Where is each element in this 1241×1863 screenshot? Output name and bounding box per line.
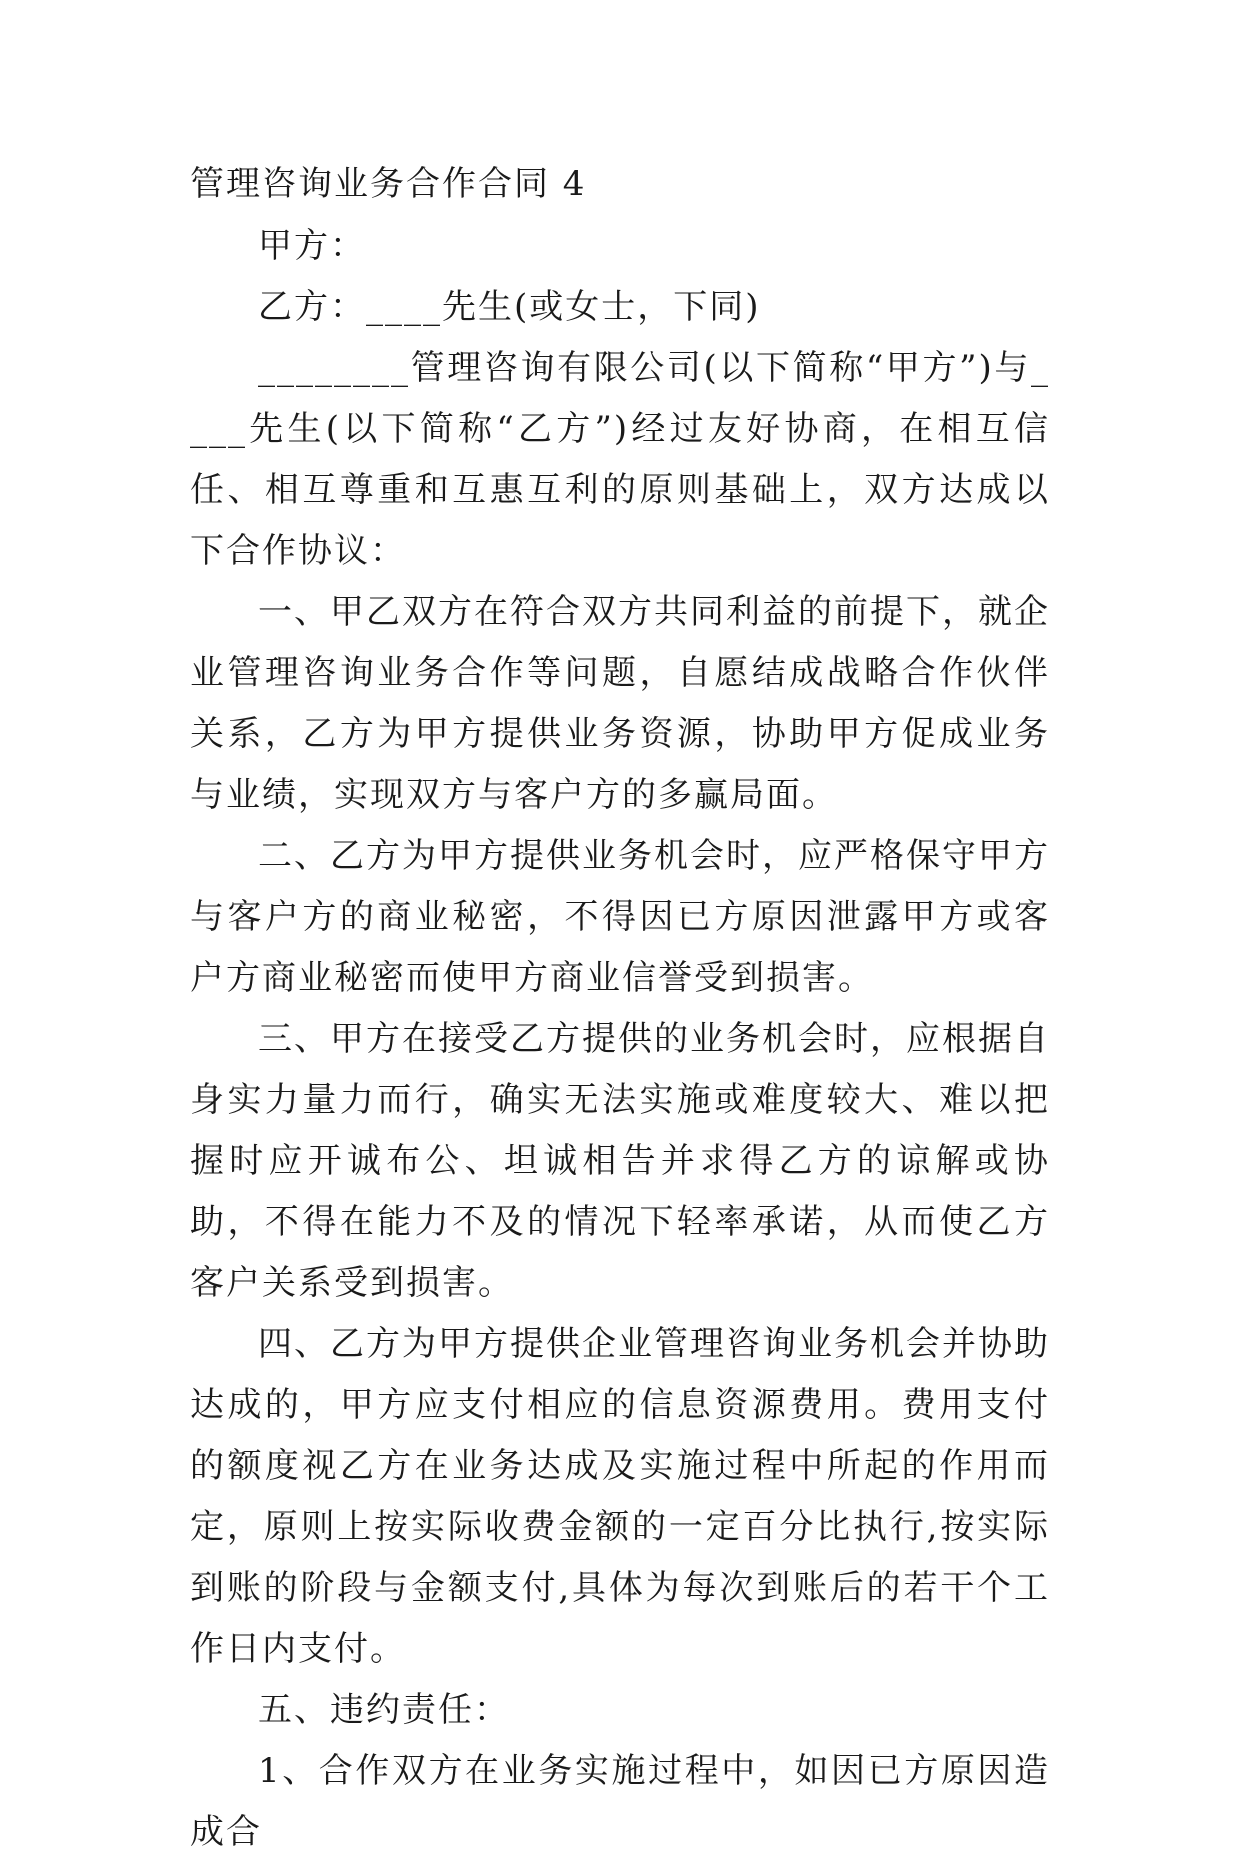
party-b-line: 乙方：____先生(或女士，下同) [258, 287, 761, 327]
clause-3-paragraph: 三、甲方在接受乙方提供的业务机会时，应根据自身实力量力而行，确实无法实施或难度较大、难以把握时应开诚布公、坦诚相告并求得乙方的谅解或协助，不得在能力不及的情况下轻率承诺，从而使乙方客户关系受到损害。 [190, 1019, 1050, 1303]
clause-5-item-1: 1、合作双方在业务实施过程中，如因已方原因造成合 [190, 1751, 1050, 1852]
clause-1-paragraph: 一、甲乙双方在符合双方共同利益的前提下，就企业管理咨询业务合作等问题，自愿结成战略合作伙伴关系，乙方为甲方提供业务资源，协助甲方促成业务与业绩，实现双方与客户方的多赢局面。 [190, 592, 1050, 815]
document-body [190, 216, 1050, 1863]
clause-2-paragraph: 二、乙方为甲方提供业务机会时，应严格保守甲方与客户方的商业秘密，不得因已方原因泄露甲方或客户方商业秘密而使甲方商业信誉受到损害。 [190, 836, 1050, 998]
party-a-line: 甲方： [258, 226, 366, 266]
document-title: 管理咨询业务合作合同 4 [190, 164, 587, 204]
preamble-paragraph: ________管理咨询有限公司(以下简称“甲方”)与____先生(以下简称“乙方”)经过友好协商，在相互信任、相互尊重和互惠互利的原则基础上，双方达成以下合作协议： [190, 348, 1050, 571]
clause-4-paragraph: 四、乙方为甲方提供企业管理咨询业务机会并协助达成的，甲方应支付相应的信息资源费用。费用支付的额度视乙方在业务达成及实施过程中所起的作用而定，原则上按实际收费金额的一定百分比执行,按实际到账的阶段与金额支付,具体为每次到账后的若干个工作日内支付。 [190, 1324, 1050, 1669]
clause-5-heading: 五、违约责任： [258, 1690, 510, 1730]
